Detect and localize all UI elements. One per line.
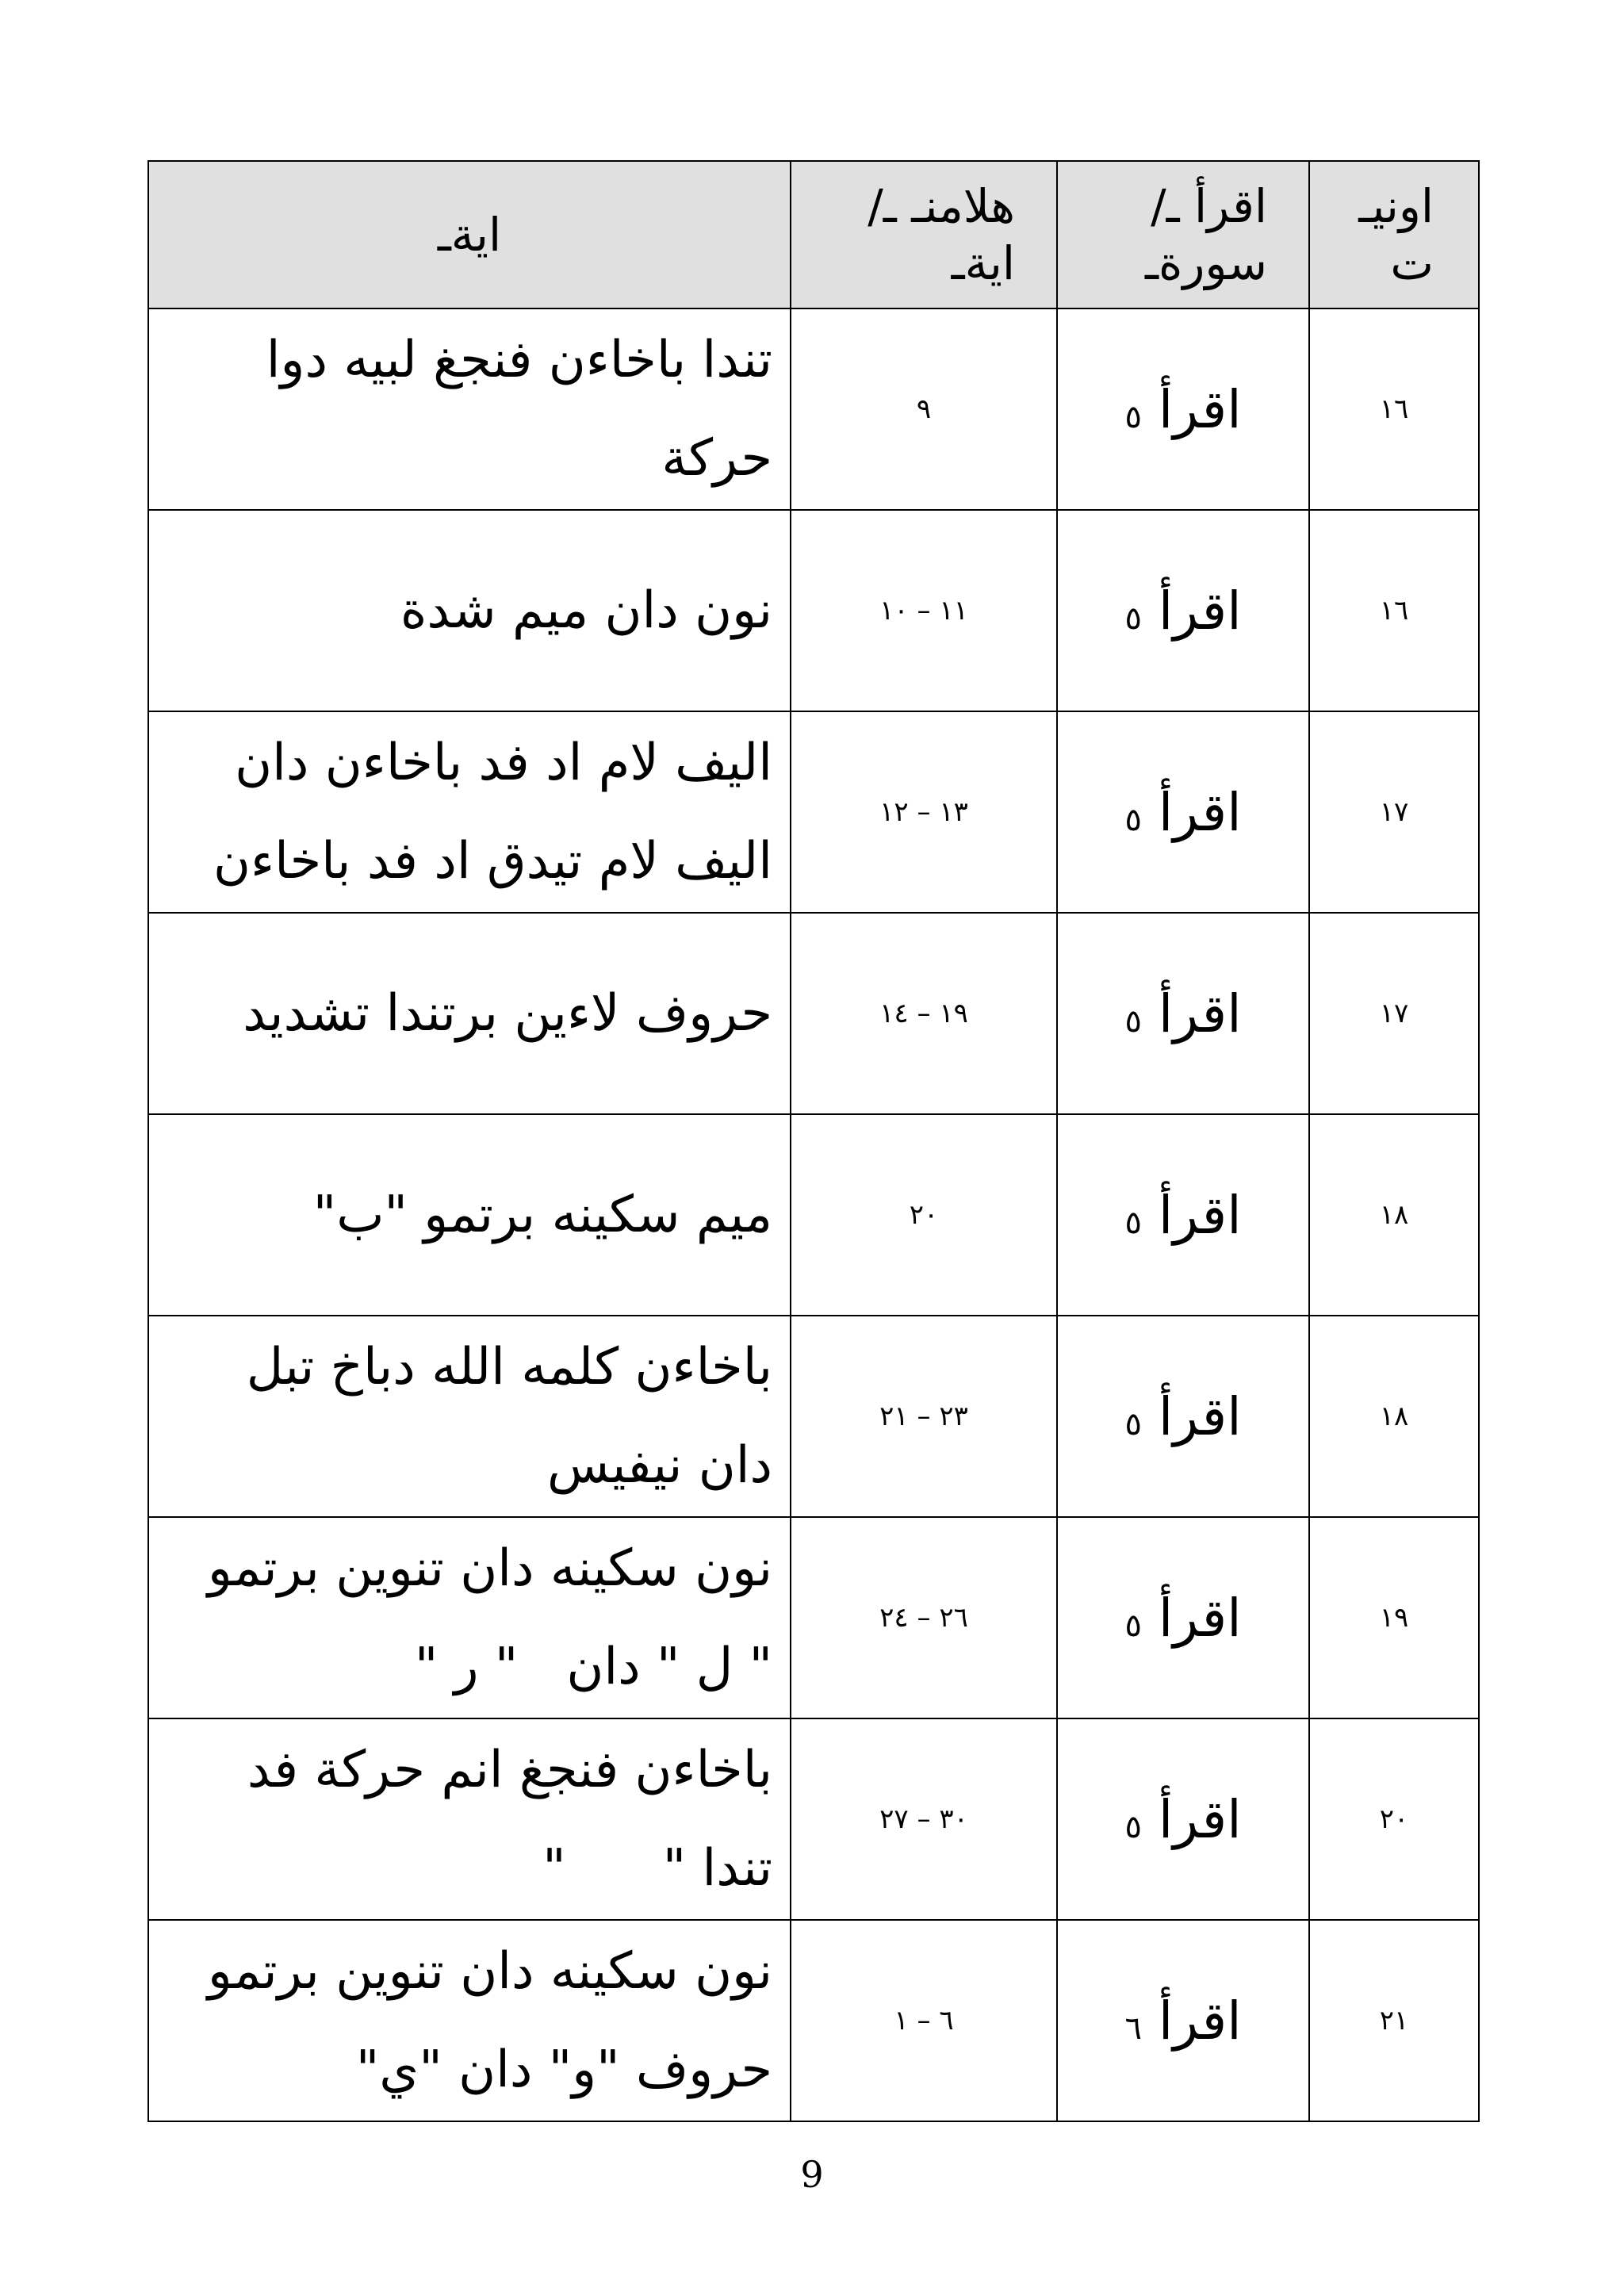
header-verse-page [791,161,1057,308]
cell-unit: ١٧ [1309,711,1479,913]
table-row [148,308,1479,510]
cell-unit: ١٦ [1309,308,1479,510]
table-body [148,308,1479,2121]
cell-unit: ١٧ [1309,913,1479,1114]
cell-verse-range: ١١ – ١٠ [791,510,1057,711]
cell-surah [1057,1517,1309,1718]
surah-name: اقرأ [1158,580,1242,642]
header-surah-line: سورةـ [1145,236,1267,290]
surah-name: اقرأ [1158,1184,1242,1246]
table-row [148,1517,1479,1718]
surah-number: ٥ [1124,1002,1142,1040]
cell-unit: ١٦ [1309,510,1479,711]
verse-text-line: حروف لاءين برتندا تشديد [243,984,772,1043]
cell-verse-text [148,1718,791,1920]
verse-text-line: باخاءن فنجغ انم حركة فد [247,1741,772,1799]
header-surah-line: اقرأ ـ/ [1151,179,1267,233]
header-verse-text: ايةـ [148,161,791,308]
cell-verse-range: ١٩ – ١٤ [791,913,1057,1114]
cell-unit: ٢٠ [1309,1718,1479,1920]
table-row [148,1316,1479,1517]
surah-name: اقرأ [1158,781,1242,843]
surah-number: ٥ [1124,1405,1142,1443]
cell-verse-text [148,308,791,510]
surah-number: ٥ [1124,398,1142,435]
verse-text-line: اليف لام اد فد باخاءن دان [235,734,772,792]
cell-verse-text [148,1517,791,1718]
cell-verse-range: ٣٠ – ٢٧ [791,1718,1057,1920]
surah-number: ٥ [1124,1808,1142,1845]
cell-unit: ٢١ [1309,1920,1479,2121]
verse-text-line: نون سكينه دان تنوين برتمو [207,1539,772,1598]
surah-number: ٥ [1124,1204,1142,1241]
header-unit-line: اونيـ [1358,179,1434,233]
verse-text-line: نون دان ميم شدة [400,581,772,640]
cell-verse-range: ٢٠ [791,1114,1057,1316]
cell-unit: ١٨ [1309,1316,1479,1517]
cell-surah [1057,1718,1309,1920]
table-row [148,1114,1479,1316]
cell-surah [1057,711,1309,913]
verse-text-line: باخاءن كلمه الله دباخ تبل [246,1338,772,1397]
verse-text-line: دان نيفيس [546,1436,772,1495]
surah-name: اقرأ [1158,983,1242,1044]
verse-text-line: تندا " " [542,1839,772,1898]
cell-unit: ١٩ [1309,1517,1479,1718]
surah-name: اقرأ [1158,1990,1242,2052]
surah-name: اقرأ [1158,1385,1242,1447]
verse-text-line: حروف "و" دان "ي" [355,2040,772,2099]
verse-text-line: ميم سكينه برتمو "ب" [312,1186,772,1244]
verse-text-line: " ل " دان " ر " [414,1638,772,1696]
cell-surah [1057,308,1309,510]
cell-verse-text [148,711,791,913]
cell-verse-text [148,510,791,711]
cell-unit: ١٨ [1309,1114,1479,1316]
table-row [148,510,1479,711]
header-unit [1309,161,1479,308]
surah-number: ٥ [1124,600,1142,637]
page-number: 9 [800,2153,824,2196]
table-row [148,913,1479,1114]
surah-number: ٥ [1124,1607,1142,1644]
cell-verse-text [148,1114,791,1316]
surah-name: اقرأ [1158,1788,1242,1850]
cell-surah [1057,510,1309,711]
cell-surah [1057,1920,1309,2121]
cell-verse-range: ٩ [791,308,1057,510]
verse-text-line: حركة [661,429,772,488]
surah-number: ٥ [1124,801,1142,838]
header-verse-line: ايةـ [951,236,1015,290]
verse-text-line: اليف لام تيدق اد فد باخاءن [213,832,772,891]
verse-text-line: تندا باخاءن فنجغ لبيه دوا [266,331,772,389]
surah-number: ٦ [1124,2010,1142,2047]
header-unit-line: ت [1390,236,1434,290]
surah-name: اقرأ [1158,378,1242,440]
surah-name: اقرأ [1158,1587,1242,1649]
cell-surah [1057,1316,1309,1517]
table-row [148,711,1479,913]
cell-verse-text [148,1920,791,2121]
header-surah [1057,161,1309,308]
lesson-table [147,160,1480,2122]
verse-text-line: نون سكينه دان تنوين برتمو [207,1942,772,2001]
header-verse-line: هلامنـ ـ/ [868,179,1015,233]
cell-verse-range: ٢٣ – ٢١ [791,1316,1057,1517]
cell-surah [1057,913,1309,1114]
cell-surah [1057,1114,1309,1316]
cell-verse-range: ٢٦ – ٢٤ [791,1517,1057,1718]
cell-verse-text [148,1316,791,1517]
table-row [148,1718,1479,1920]
cell-verse-range: ٦ – ١ [791,1920,1057,2121]
table-header-row [148,161,1479,308]
table-row [148,1920,1479,2121]
cell-verse-text [148,913,791,1114]
cell-verse-range: ١٣ – ١٢ [791,711,1057,913]
